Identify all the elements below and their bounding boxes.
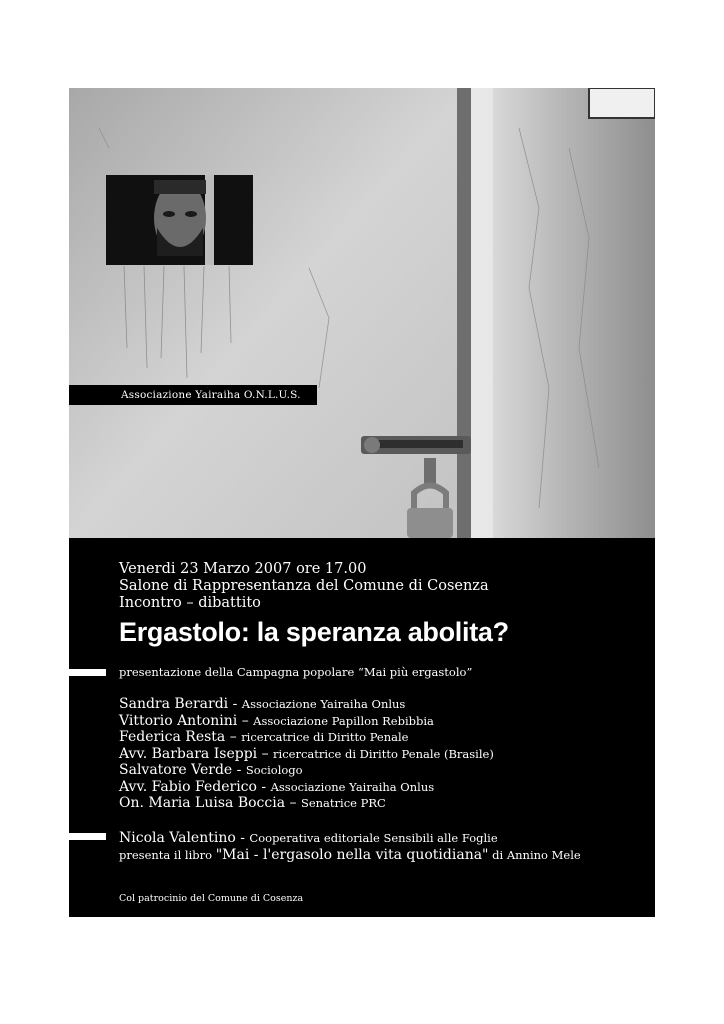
poster-photo (69, 88, 655, 538)
event-poster (69, 88, 655, 917)
association-label: Associazione Yairaiha O.N.L.U.S. (69, 385, 317, 405)
event-title: Ergastolo: la speranza abolita? (119, 617, 509, 647)
section-bar (69, 833, 106, 840)
book-presenter-row (119, 830, 581, 847)
campaign-line: presentazione della Campagna popolare “Mai più ergastolo” (119, 665, 473, 679)
speaker-name: Vittorio Antonini (119, 712, 238, 729)
speaker-role: ricercatrice di Diritto Penale (241, 730, 409, 744)
speaker-name: Avv. Fabio Federico (119, 778, 257, 795)
speaker-name: Avv. Barbara Iseppi (119, 745, 258, 762)
speaker-sep: - (228, 696, 242, 712)
prison-door-photo (69, 88, 655, 538)
speaker-role: Senatrice PRC (300, 796, 386, 810)
speaker-role: Associazione Yairaiha Onlus (241, 697, 406, 711)
book-presentation (119, 830, 581, 864)
speaker-name: On. Maria Luisa Boccia (119, 795, 286, 811)
speaker-row (119, 779, 494, 796)
speaker-row (119, 762, 494, 779)
speaker-role: Associazione Yairaiha Onlus (270, 779, 435, 794)
event-date-time: Venerdi 23 Marzo 2007 ore 17.00 (119, 561, 367, 577)
face-in-slot (154, 180, 206, 256)
speaker-row (119, 729, 494, 746)
speaker-name: Salvatore Verde (119, 762, 233, 778)
speaker-sep: - (232, 762, 246, 778)
speaker-role: Sociologo (245, 763, 303, 777)
book-title: "Mai - l'ergasolo nella vita quotidiana" (215, 847, 489, 863)
speaker-sep: – (237, 712, 254, 729)
speaker-row (119, 713, 494, 730)
speaker-sep: – (225, 729, 242, 745)
presenter-name: Nicola Valentino (119, 830, 236, 846)
presenter-role: Cooperativa editoriale Sensibili alle Foglie (249, 831, 498, 845)
book-intro: presenta il libro (119, 848, 216, 862)
speaker-row (119, 746, 494, 763)
event-format: Incontro – dibattito (119, 595, 261, 611)
book-title-row (119, 847, 581, 864)
speaker-sep: - (256, 778, 271, 795)
event-info (119, 561, 649, 648)
speaker-row (119, 795, 494, 812)
speaker-role: ricercatrice di Diritto Penale (Brasile) (273, 746, 494, 761)
speaker-name: Federica Resta (119, 729, 226, 745)
section-bar (69, 669, 106, 676)
speaker-sep: – (285, 795, 301, 811)
speaker-row (119, 696, 494, 713)
speaker-sep: – (257, 745, 274, 762)
speaker-name: Sandra Berardi (119, 696, 229, 712)
presenter-sep: - (235, 830, 250, 846)
patronage-note: Col patrocinio del Comune di Cosenza (119, 893, 304, 904)
event-venue: Salone di Rappresentanza del Comune di Cosenza (119, 578, 489, 594)
speaker-role: Associazione Papillon Rebibbia (253, 713, 434, 728)
speakers-list (119, 696, 494, 812)
book-author: di Annino Mele (488, 848, 581, 862)
